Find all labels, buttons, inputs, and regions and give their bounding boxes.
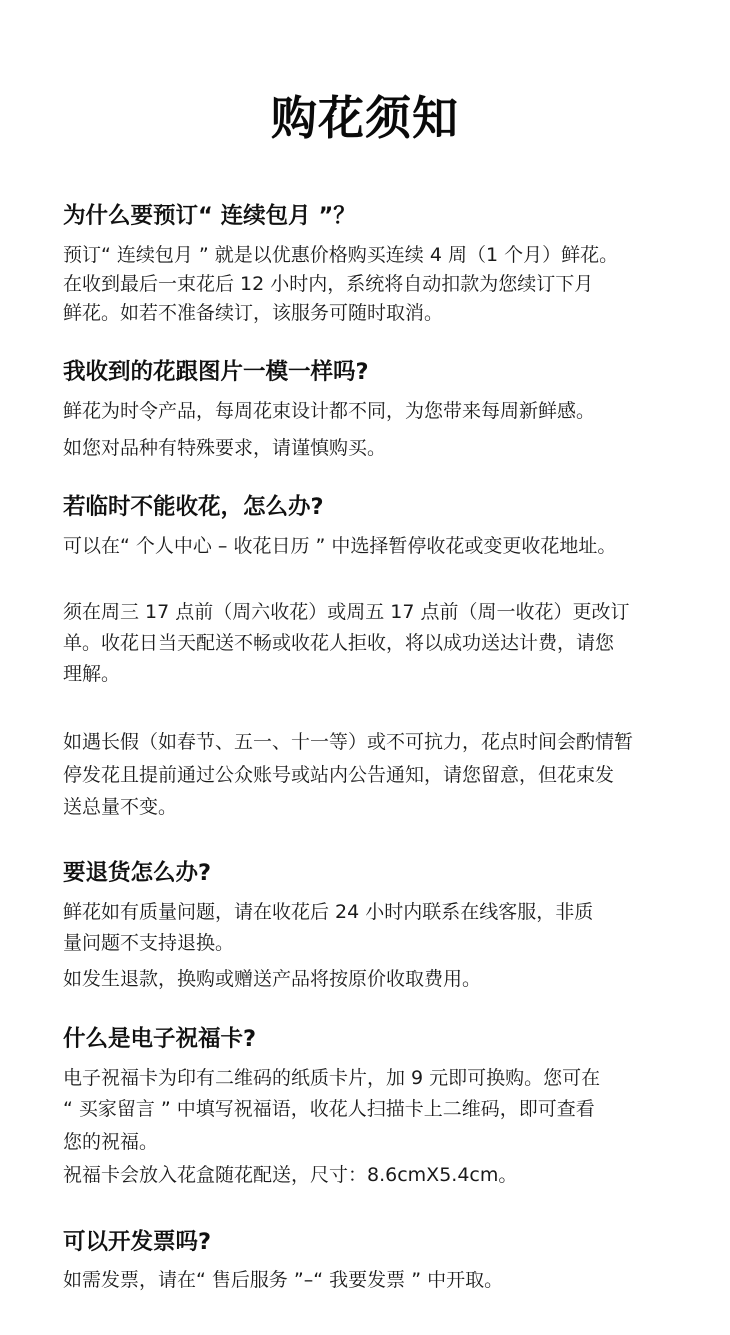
section-text-line: 您的祝福。 — [63, 1131, 159, 1153]
section-heading-flower-match: 我收到的花跟图片一模一样吗? — [63, 359, 369, 385]
section-text-line: 理解。 — [63, 663, 121, 685]
section-heading-greeting-card: 什么是电子祝福卡? — [63, 1026, 257, 1052]
section-text-line: 如遇长假（如春节、五一、十一等）或不可抗力，花点时间会酌情暂 — [63, 731, 634, 753]
section-heading-returns: 要退货怎么办? — [63, 860, 212, 886]
section-text-line: 预订“ 连续包月 ” 就是以优惠价格购买连续 4 周（1 个月）鲜花。 — [63, 244, 619, 266]
section-text-line: 可以在“ 个人中心 – 收花日历 ” 中选择暂停收花或变更收花地址。 — [63, 535, 617, 557]
section-heading-invoice: 可以开发票吗? — [63, 1229, 212, 1255]
section-text-line: “ 买家留言 ” 中填写祝福语，收花人扫描卡上二维码，即可查看 — [63, 1098, 595, 1120]
section-text-line: 停发花且提前通过公众账号或站内公告通知，请您留意，但花束发 — [63, 764, 615, 786]
section-text-line: 须在周三 17 点前（周六收花）或周五 17 点前（周一收花）更改订 — [63, 601, 630, 623]
section-text-line: 如您对品种有特殊要求，请谨慎购买。 — [63, 437, 387, 459]
section-text-line: 单。收花日当天配送不畅或收花人拒收，将以成功送达计费，请您 — [63, 632, 615, 654]
section-text-line: 如发生退款，换购或赠送产品将按原价收取费用。 — [63, 968, 482, 990]
page-title: 购花须知 — [271, 91, 459, 145]
section-text-line: 量问题不支持退换。 — [63, 932, 235, 954]
section-text-line: 祝福卡会放入花盒随花配送，尺寸：8.6cmX5.4cm。 — [63, 1164, 518, 1186]
section-text-line: 鲜花为时令产品，每周花束设计都不同，为您带来每周新鲜感。 — [63, 400, 596, 422]
section-heading-cannot-receive: 若临时不能收花，怎么办? — [63, 494, 324, 520]
section-text-line: 送总量不变。 — [63, 796, 178, 818]
section-heading-subscription: 为什么要预订“ 连续包月 ”？ — [63, 203, 356, 229]
section-text-line: 鲜花如有质量问题，请在收花后 24 小时内联系在线客服，非质 — [63, 901, 594, 923]
section-text-line: 电子祝福卡为印有二维码的纸质卡片，加 9 元即可换购。您可在 — [63, 1067, 601, 1089]
section-text-line: 鲜花。如若不准备续订，该服务可随时取消。 — [63, 302, 444, 324]
section-text-line: 如需发票，请在“ 售后服务 ”–“ 我要发票 ” 中开取。 — [63, 1269, 504, 1291]
section-text-line: 在收到最后一束花后 12 小时内，系统将自动扣款为您续订下月 — [63, 273, 594, 295]
